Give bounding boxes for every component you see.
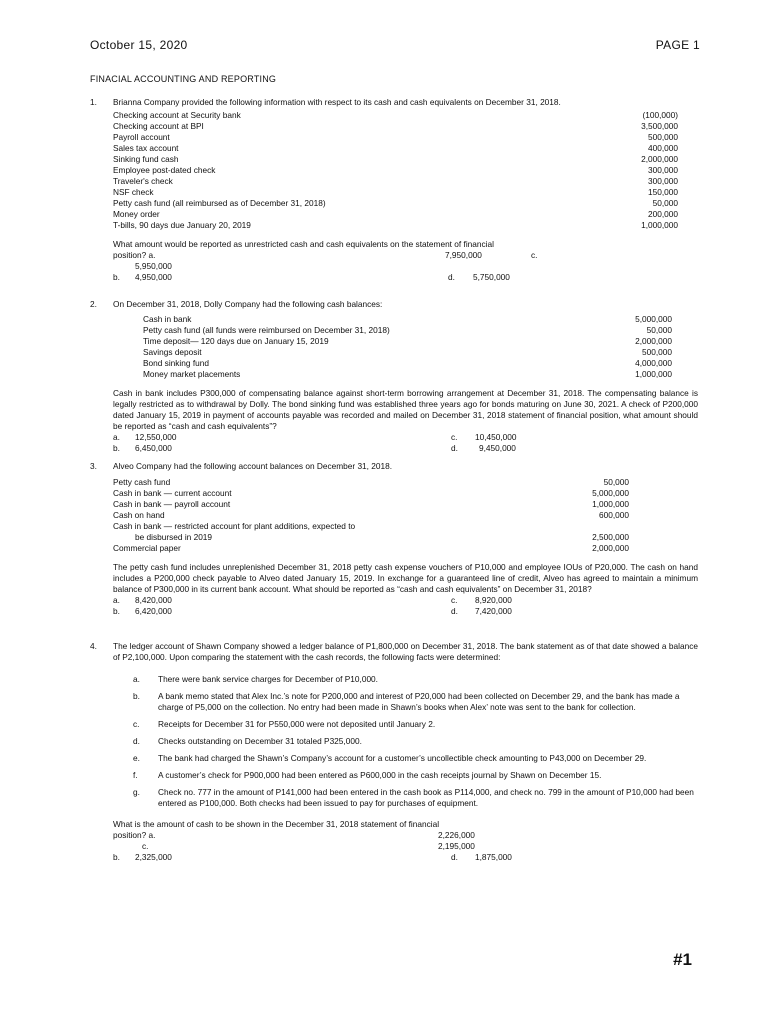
fact-letter: f. xyxy=(133,770,138,780)
item-value: 400,000 xyxy=(648,143,678,153)
item-label: Petty cash fund (all reimbursed as of December 31, 2018) xyxy=(113,198,326,208)
choice-value: 8,420,000 xyxy=(135,595,172,605)
fact-text: Check no. 777 in the amount of P141,000 had been entered in the cash book as P114,000, and check no. 799 in the amount of P10,000 had been entered as P100,000. Both checks had been issued to pay for purchases of equipment. xyxy=(158,787,694,808)
item-value: 5,000,000 xyxy=(592,488,629,498)
item-value: 50,000 xyxy=(646,325,672,335)
list-item xyxy=(113,477,698,488)
fact-text: A bank memo stated that Alex Inc.’s note for P200,000 and interest of P20,000 had been collected on December 29, and the bank has made a charge of P5,000 on the collection. No entry had been made in Shawn’s books when Alex’ note was sent to the bank for collection. xyxy=(158,691,680,712)
question-intro: Alveo Company had the following account balances on December 31, 2018. xyxy=(113,461,393,471)
fact-text: A customer’s check for P900,000 had been entered as P600,000 in the cash receipts journal by Shawn on December 15. xyxy=(158,770,602,780)
item-label: Cash in bank — payroll account xyxy=(113,499,231,509)
list-item xyxy=(113,187,698,198)
item-label: Petty cash fund xyxy=(113,477,171,487)
item-value: 1,000,000 xyxy=(641,220,678,230)
question-1 xyxy=(90,97,698,283)
list-item xyxy=(143,325,698,336)
list-item xyxy=(113,521,698,532)
choice-value: 8,920,000 xyxy=(475,595,512,605)
choice-letter: c. xyxy=(451,595,458,605)
item-label: Commercial paper xyxy=(113,543,181,553)
question-paragraph: The petty cash fund includes unreplenished December 31, 2018 petty cash expense vouchers of P10,000 and employee IOUs of P20,000. The cash on hand includes a P200,000 check payable to Alveo dated January 15, 2019. In exchange for a guaranteed line of credit, Alveo has agreed to maintain a minimum balance of P300,000 in its current bank account. What should be reported as “cash and cash equivalents” on December 31, 2018? xyxy=(113,562,698,594)
question-intro: On December 31, 2018, Dolly Company had the following cash balances: xyxy=(113,299,383,309)
list-item xyxy=(113,220,698,231)
fact-letter: e. xyxy=(133,753,140,763)
list-item xyxy=(113,736,698,747)
item-label: Cash in bank — current account xyxy=(113,488,232,498)
item-label: Cash on hand xyxy=(113,510,165,520)
list-item xyxy=(113,176,698,187)
list-item xyxy=(113,198,698,209)
choice-c-letter: c. xyxy=(142,841,149,851)
item-value: 300,000 xyxy=(648,176,678,186)
item-list xyxy=(143,314,698,380)
header-date: October 15, 2020 xyxy=(90,38,188,52)
item-label: Checking account at Security bank xyxy=(113,110,241,120)
page-mark: #1 xyxy=(673,950,692,969)
choice-d-value: 1,875,000 xyxy=(475,852,512,862)
list-item xyxy=(113,674,698,685)
course-title: FINACIAL ACCOUNTING AND REPORTING xyxy=(90,74,277,84)
choice-c-value: 2,195,000 xyxy=(438,841,475,851)
item-label: Bond sinking fund xyxy=(143,358,209,368)
item-label: be disbursed in 2019 xyxy=(135,532,213,542)
choice-d-letter: d. xyxy=(451,852,458,862)
question-intro: Brianna Company provided the following information with respect to its cash and cash equivalents on December 31, 2018. xyxy=(113,97,561,107)
list-item xyxy=(113,132,698,143)
fact-letter: g. xyxy=(133,787,140,797)
item-label: T-bills, 90 days due January 20, 2019 xyxy=(113,220,251,230)
item-label: Sales tax account xyxy=(113,143,179,153)
choice-letter: b. xyxy=(113,606,120,616)
item-label: Cash in bank — restricted account for plant additions, expected to xyxy=(113,521,356,531)
choice-value: 6,450,000 xyxy=(135,443,172,453)
question-text: What amount would be reported as unrestricted cash and cash equivalents on the statement of financial xyxy=(113,239,494,249)
list-item xyxy=(113,488,698,499)
choice-b-letter: b. xyxy=(113,272,120,282)
item-label: NSF check xyxy=(113,187,154,197)
choice-a-value: 2,226,000 xyxy=(438,830,475,840)
list-item xyxy=(113,154,698,165)
list-item xyxy=(143,336,698,347)
item-list xyxy=(113,477,698,554)
item-label: Money market placements xyxy=(143,369,241,379)
question-number: 2. xyxy=(90,299,97,309)
item-label: Sinking fund cash xyxy=(113,154,179,164)
item-value: 300,000 xyxy=(648,165,678,175)
list-item xyxy=(143,358,698,369)
item-label: Employee post-dated check xyxy=(113,165,216,175)
item-label: Cash in bank xyxy=(143,314,192,324)
item-value: 50,000 xyxy=(603,477,629,487)
item-label: Traveler's check xyxy=(113,176,173,186)
question-number: 3. xyxy=(90,461,97,471)
choice-c-value: 5,950,000 xyxy=(135,261,172,271)
question-number: 4. xyxy=(90,641,97,651)
question-intro: The ledger account of Shawn Company showed a ledger balance of P1,800,000 on December 31, 2018. The bank statement as of that date showed a balance of P2,100,000. Upon comparing the statement with the cash records, the following facts were determined: xyxy=(113,641,698,662)
list-item xyxy=(143,369,698,380)
fact-letter: d. xyxy=(133,736,140,746)
fact-text: The bank had charged the Shawn’s Company’s account for a customer’s uncollectible check amounting to P43,000 on December 29. xyxy=(158,753,647,763)
item-value: 150,000 xyxy=(648,187,678,197)
choice-d-value: 5,750,000 xyxy=(473,272,510,282)
fact-letter: c. xyxy=(133,719,140,729)
item-value: 3,500,000 xyxy=(641,121,678,131)
item-value: 500,000 xyxy=(648,132,678,142)
item-label: Payroll account xyxy=(113,132,170,142)
choice-value: 7,420,000 xyxy=(475,606,512,616)
question-paragraph: Cash in bank includes P300,000 of compensating balance against short-term borrowing arrangement at December 31, 2018. The compensating balance is legally restricted as to withdrawal by Dolly. The bond sinking fund was established three years ago for bonds maturing on June 30, 2021. A check of P200,000 dated January 15, 2019 in payment of accounts payable was recorded and mailed on December 31, 2018 statement of financial position, what amount should be reported as “cash and cash equivalents”? xyxy=(113,388,698,431)
choice-letter: b. xyxy=(113,443,120,453)
item-label: Time deposit— 120 days due on January 15, 2019 xyxy=(143,336,329,346)
item-value: 1,000,000 xyxy=(635,369,672,379)
fact-text: Receipts for December 31 for P550,000 were not deposited until January 2. xyxy=(158,719,436,729)
choice-value: 12,550,000 xyxy=(135,432,177,442)
fact-text: Checks outstanding on December 31 totaled P325,000. xyxy=(158,736,362,746)
item-value: 2,000,000 xyxy=(592,543,629,553)
fact-letter: b. xyxy=(133,691,140,701)
choice-b-value: 2,325,000 xyxy=(135,852,172,862)
choice-letter: d. xyxy=(451,606,458,616)
item-value: 1,000,000 xyxy=(592,499,629,509)
choice-letter: a. xyxy=(113,595,120,605)
answer-choices xyxy=(113,250,698,283)
item-value: 4,000,000 xyxy=(635,358,672,368)
list-item xyxy=(113,532,698,543)
choice-value: 6,420,000 xyxy=(135,606,172,616)
item-label: Petty cash fund (all funds were reimbursed on December 31, 2018) xyxy=(143,325,390,335)
question-4 xyxy=(90,641,698,863)
choice-letter: a. xyxy=(113,432,120,442)
answer-choices xyxy=(113,595,698,617)
question-text: What is the amount of cash to be shown in the December 31, 2018 statement of financial xyxy=(113,819,440,829)
fact-text: There were bank service charges for December of P10,000. xyxy=(158,674,378,684)
choice-d-letter: d. xyxy=(448,272,455,282)
facts-list xyxy=(113,674,698,809)
answer-choices xyxy=(113,432,698,454)
list-item xyxy=(113,165,698,176)
item-value: 2,000,000 xyxy=(635,336,672,346)
list-item xyxy=(143,314,698,325)
list-item xyxy=(113,753,698,764)
list-item xyxy=(113,719,698,730)
item-value: 200,000 xyxy=(648,209,678,219)
item-value: 50,000 xyxy=(652,198,678,208)
choice-value: 10,450,000 xyxy=(475,432,517,442)
list-item xyxy=(143,347,698,358)
list-item xyxy=(113,770,698,781)
choice-b-letter: b. xyxy=(113,852,120,862)
list-item xyxy=(113,143,698,154)
choice-b-value: 4,950,000 xyxy=(135,272,172,282)
question-number: 1. xyxy=(90,97,97,107)
item-value: 2,000,000 xyxy=(641,154,678,164)
list-item xyxy=(113,121,698,132)
choice-letter: c. xyxy=(451,432,458,442)
answer-choices xyxy=(113,830,698,863)
fact-letter: a. xyxy=(133,674,140,684)
item-label: Money order xyxy=(113,209,160,219)
list-item xyxy=(113,543,698,554)
list-item xyxy=(113,209,698,220)
item-label: Savings deposit xyxy=(143,347,202,357)
question-3 xyxy=(90,461,698,617)
choice-c-letter: c. xyxy=(531,250,538,260)
item-value: 2,500,000 xyxy=(592,532,629,542)
question-2 xyxy=(90,299,698,454)
question-text-cont: position? a. xyxy=(113,830,156,840)
choice-letter: d. xyxy=(451,443,458,453)
header-page-number: PAGE 1 xyxy=(655,38,700,52)
item-label: Checking account at BPI xyxy=(113,121,204,131)
choice-a-value: 7,950,000 xyxy=(445,250,482,260)
list-item xyxy=(113,499,698,510)
question-text-cont: position? a. xyxy=(113,250,156,260)
list-item xyxy=(113,787,698,809)
item-value: (100,000) xyxy=(642,110,678,120)
list-item xyxy=(113,510,698,521)
choice-value: 9,450,000 xyxy=(479,443,516,453)
item-value: 500,000 xyxy=(642,347,672,357)
item-value: 5,000,000 xyxy=(635,314,672,324)
item-list xyxy=(113,110,698,231)
list-item xyxy=(113,110,698,121)
item-value: 600,000 xyxy=(599,510,629,520)
list-item xyxy=(113,691,698,713)
